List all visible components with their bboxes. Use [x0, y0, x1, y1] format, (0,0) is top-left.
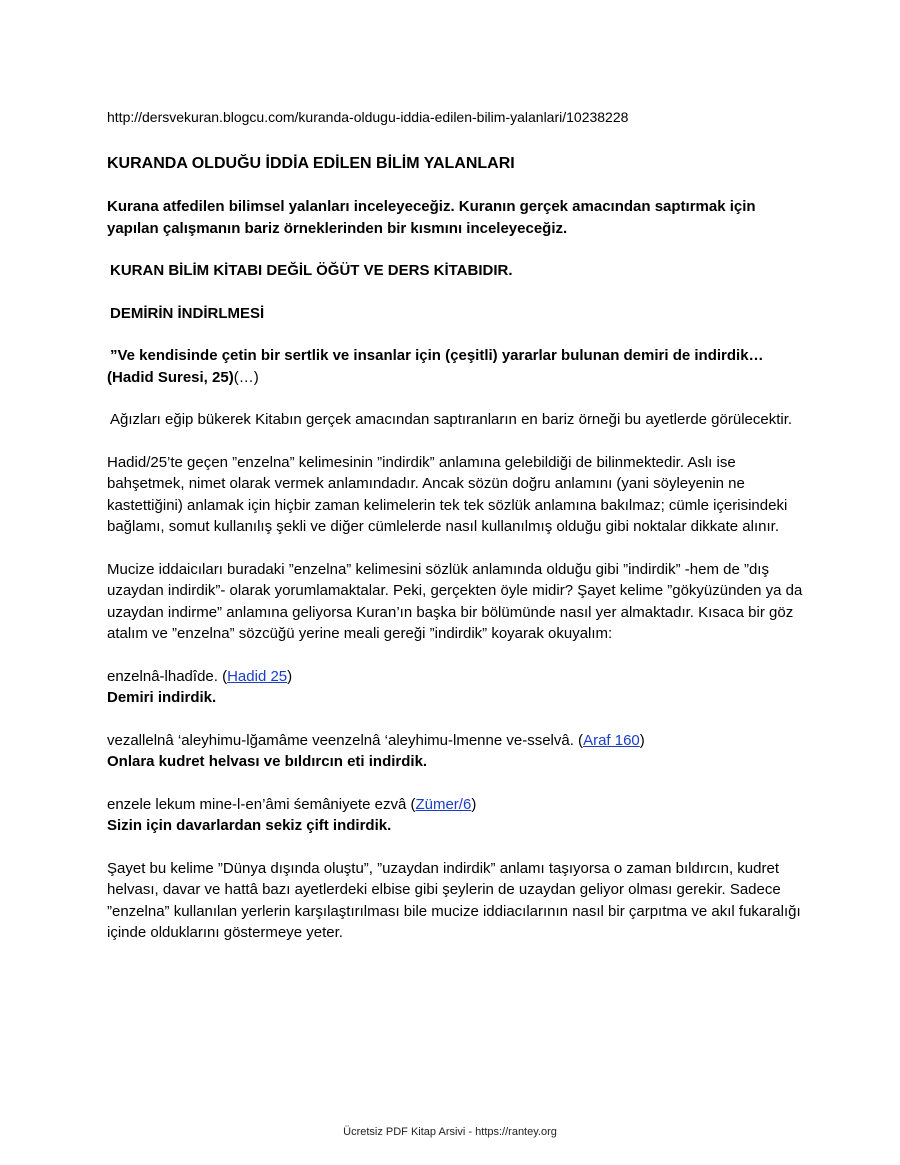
verse-quote [107, 345, 807, 388]
section-heading-iron: DEMİRİN İNDİRLMESİ [110, 304, 265, 322]
lead-paragraph: Kurana atfedilen bilimsel yalanları inceleyeceğiz. Kuranın gerçek amacından saptırmak için yapılan çalışmanın bariz örneklerinden bir kısmını inceleyeceğiz. [107, 198, 756, 237]
verse-text: ”Ve kendisinde çetin bir sertlik ve insanlar için (çeşitli) yararlar bulunan demiri de indirdik… (Hadid Suresi, 25) [107, 347, 764, 386]
reference-link-hadid-25[interactable]: Hadid 25 [227, 667, 288, 685]
example-meaning: Onlara kudret helvası ve bıldırcın eti indirdik. [107, 753, 428, 770]
paragraph-3: Mucize iddaicıları buradaki ”enzelna” kelimesini sözlük anlamında olduğu gibi ”indirdik” -hem de ”dış uzaydan indirdik”- olarak yorumlamaktalar. Peki, gerçekten öyle midir? Şayet kelime ”gökyüzünden ya da uzaydan indirme” anlamına geliyorsa Kuran’ın başka bir bölümünde nasıl yer almaktadır. Kısaca bir göz atalım ve ”enzelna” sözcüğü yerine meali gereği ”indirdik” koyarak okuyalım: [107, 560, 803, 642]
reference-link-zumer-6[interactable]: Zümer/6 [415, 795, 472, 813]
example-arabic: enzele lekum mine-l-en’âmi śemâniyete ezvâ ( [107, 795, 416, 813]
verse-tail: (…) [233, 368, 259, 386]
example-meaning: Sizin için davarlardan sekiz çift indirdik. [107, 817, 392, 834]
paragraph-2: Hadid/25’te geçen ”enzelna” kelimesinin ”indirdik” anlamına gelebildiği de bilinmektedir. Aslı ise bahşetmek, nimet olarak vermek anlamındadır. Ancak sözün doğru anlamını (yani söyleyenin ne kastettiğini) anlamak için hiçbir zaman kelimelerin tek tek sözlük anlamına bakılmaz; cümle içerisindeki bağlamı, somut kullanılış şekli ve diğer cümlelerde nasıl kullanılmış olduğu gibi noktalar dikkate alınır. [107, 453, 788, 535]
document-page [107, 107, 807, 965]
example-close: ) [287, 667, 293, 685]
example-close: ) [639, 731, 645, 749]
page-footer: Ücretsiz PDF Kitap Arsivi - https://rantey.org [343, 1126, 557, 1138]
example-meaning: Demiri indirdik. [107, 689, 217, 706]
example-araf [107, 730, 807, 773]
document-title: KURANDA OLDUĞU İDDİA EDİLEN BİLİM YALANLARI [107, 154, 515, 172]
example-arabic: vezallelnâ ‘aleyhimu-lğamâme veenzelnâ ‘aleyhimu-lmenne ve-sselvâ. ( [107, 731, 584, 749]
example-hadid [107, 666, 807, 709]
example-arabic: enzelnâ-lhadîde. ( [107, 667, 228, 685]
reference-link-araf-160[interactable]: Araf 160 [583, 731, 640, 749]
section-heading-quran-not-science: KURAN BİLİM KİTABI DEĞİL ÖĞÜT VE DERS KİTABIDIR. [110, 262, 513, 279]
example-close: ) [471, 795, 477, 813]
paragraph-4: Şayet bu kelime ”Dünya dışında oluştu”, ”uzaydan indirdik” anlamı taşıyorsa o zaman bıldırcın, kudret helvası, davar ve hattâ bazı ayetlerdeki elbise gibi şeylerin de uzaydan geliyor olması gerekir. Sadece ”enzelna” kullanılan yerlerin karşılaştırılması bile mucize iddiacılarının nasıl bir çarpıtma ve akıl fukaralığı içinde olduklarını göstermeye yeter. [107, 859, 801, 941]
paragraph-1: Ağızları eğip bükerek Kitabın gerçek amacından saptıranların en bariz örneği bu ayetlerde görülecektir. [110, 411, 793, 428]
example-zumer [107, 794, 807, 837]
source-url: http://dersvekuran.blogcu.com/kuranda-oldugu-iddia-edilen-bilim-yalanlari/10238228 [107, 109, 629, 125]
